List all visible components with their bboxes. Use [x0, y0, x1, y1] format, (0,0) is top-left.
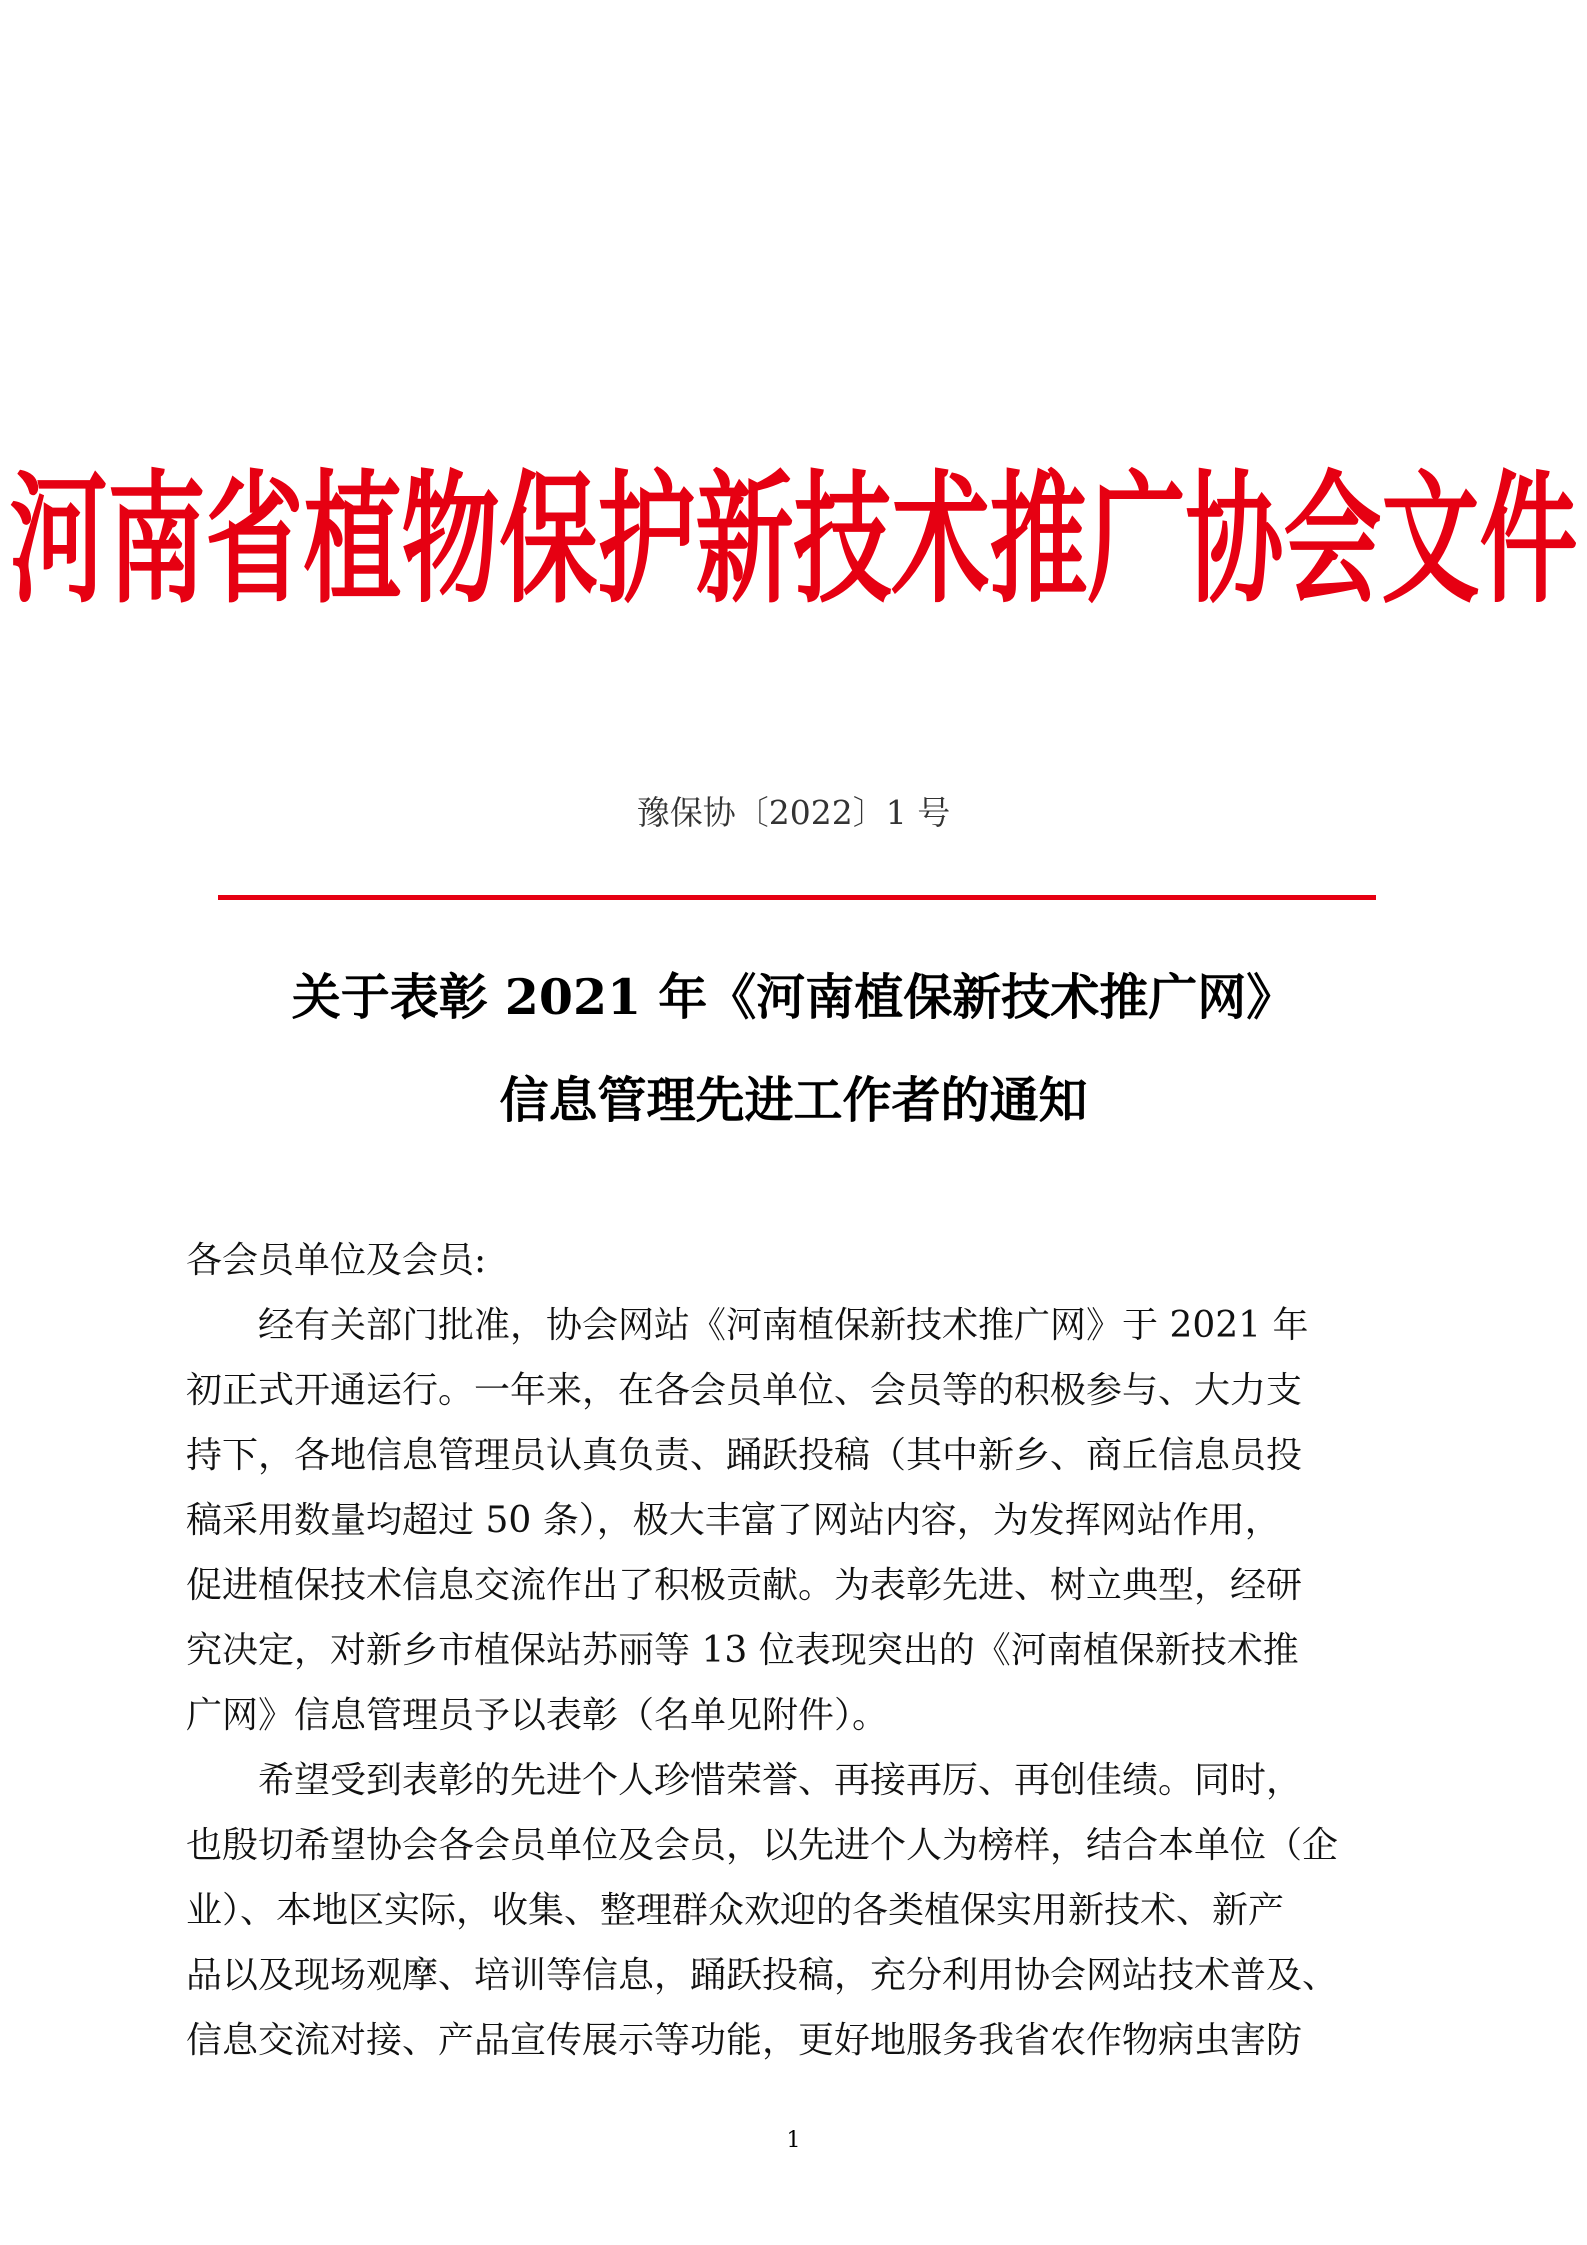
document-number: 豫保协〔2022〕1 号 [636, 793, 951, 832]
body-line: 究决定，对新乡市植保站苏丽等 13 位表现突出的《河南植保新技术推 [186, 1630, 1299, 1671]
body-line: 持下，各地信息管理员认真负责、踊跃投稿（其中新乡、商丘信息员投 [186, 1435, 1303, 1476]
body-line: 促进植保技术信息交流作出了积极贡献。为表彰先进、树立典型，经研 [186, 1565, 1303, 1606]
body-line: 也殷切希望协会各会员单位及会员，以先进个人为榜样，结合本单位（企 [186, 1825, 1339, 1866]
body-line: 业）、本地区实际，收集、整理群众欢迎的各类植保实用新技术、新产 [186, 1890, 1285, 1931]
notice-title-line-1: 关于表彰 2021 年《河南植保新技术推广网》 [291, 968, 1296, 1026]
salutation: 各会员单位及会员: [186, 1240, 487, 1281]
body-line: 信息交流对接、产品宣传展示等功能，更好地服务我省农作物病虫害防 [186, 2020, 1303, 2061]
body-line: 品以及现场观摩、培训等信息，踊跃投稿，充分利用协会网站技术普及、 [186, 1955, 1339, 1996]
body-line: 广网》信息管理员予以表彰（名单见附件）。 [186, 1695, 889, 1736]
body-line: 初正式开通运行。一年来，在各会员单位、会员等的积极参与、大力支 [186, 1370, 1303, 1411]
page-number: 1 [786, 2128, 801, 2153]
masthead-title: 河南省植物保护新技术推广协会文件 [9, 458, 1578, 624]
body-line: 稿采用数量均超过 50 条），极大丰富了网站内容，为发挥网站作用， [186, 1500, 1281, 1541]
body-line: 希望受到表彰的先进个人珍惜荣誉、再接再厉、再创佳绩。同时， [186, 1760, 1303, 1801]
red-divider-rule [218, 895, 1376, 900]
body-line: 经有关部门批准，协会网站《河南植保新技术推广网》于 2021 年 [186, 1305, 1309, 1346]
notice-title-line-2: 信息管理先进工作者的通知 [499, 1071, 1088, 1129]
